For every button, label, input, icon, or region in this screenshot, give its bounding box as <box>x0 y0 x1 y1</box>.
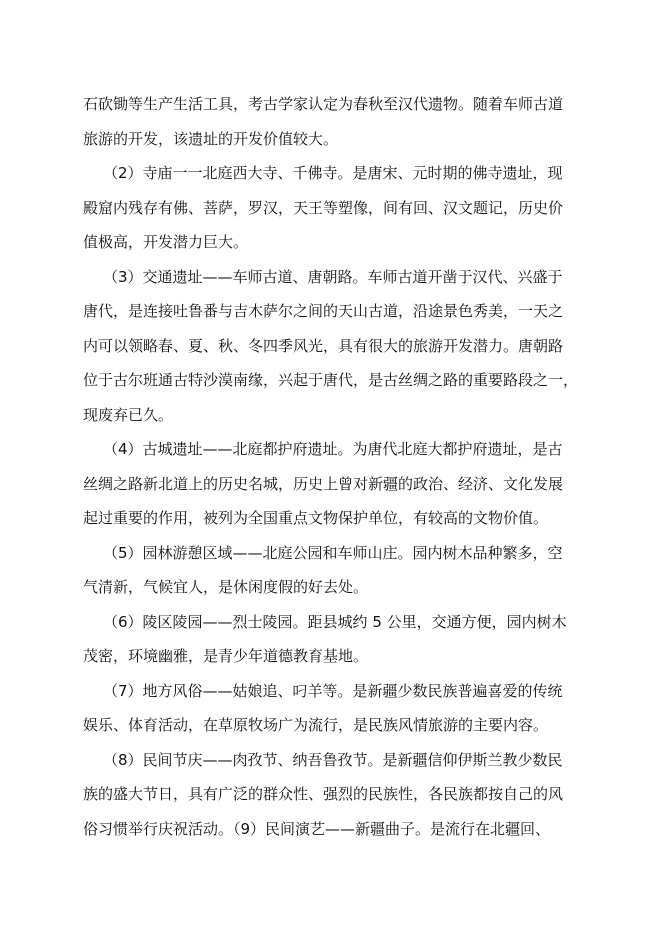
text-line: 唐代，是连接吐鲁番与吉木萨尔之间的天山古道，沿途景色秀美，一天之 <box>83 302 564 320</box>
text-line: （8）民间节庆——肉孜节、纳吾鲁孜节。是新疆信仰伊斯兰教少数民 <box>103 750 563 769</box>
text-line: 内可以领略春、夏、秋、冬四季风光，具有很大的旅游开发潜力。唐朝路 <box>83 336 564 355</box>
text-line: 石砍锄等生产生活工具，考古学家认定为春秋至汉代遗物。随着车师古道 <box>83 95 564 113</box>
text-line: 娱乐、体育活动，在草原牧场广为流行，是民族风情旅游的主要内容。 <box>83 716 549 734</box>
text-line: 殿窟内残存有佛、菩萨，罗汉，天王等塑像，间有回、汉文题记，历史价 <box>83 198 564 217</box>
text-line: 位于古尔班通古特沙漠南缘，兴起于唐代，是古丝绸之路的重要路段之一， <box>83 371 579 389</box>
text-line: 丝绸之路新北道上的历史名城，历史上曾对新疆的政治、经济、文化发展 <box>83 474 564 493</box>
text-line: （4）古城遗址——北庭都护府遗址。为唐代北庭大都护府遗址，是古 <box>103 440 563 458</box>
document-body <box>83 87 583 846</box>
text-line: （3）交通遗址——车师古道、唐朝路。车师古道开凿于汉代、兴盛于 <box>103 267 563 286</box>
text-line: 族的盛大节日，具有广泛的群众性、强烈的民族性，各民族都按自己的风 <box>83 785 564 803</box>
text-line: 值极高，开发潜力巨大。 <box>83 233 249 251</box>
text-line: （6）陵区陵园——烈士陵园。距县城约 5 公里，交通方便，园内树木 <box>103 612 567 631</box>
text-line: 茂密，环境幽雅，是青少年道德教育基地。 <box>83 647 369 665</box>
text-line: 现废弃已久。 <box>83 405 174 424</box>
text-line: 气清新，气候宜人，是休闲度假的好去处。 <box>83 578 369 596</box>
text-line: （7）地方风俗——姑娘追、叼羊等。是新疆少数民族普遍喜爱的传统 <box>103 681 563 700</box>
text-line: （5）园林游憩区域——北庭公园和车师山庄。园内树木品种繁多，空 <box>103 543 563 562</box>
text-line: 俗习惯举行庆祝活动。（9）民间演艺——新疆曲子。是流行在北疆回、 <box>83 819 551 838</box>
document-page <box>83 87 583 846</box>
text-line: 旅游的开发，该遗址的开发价值较大。 <box>83 129 339 148</box>
text-line: （2）寺庙一一北庭西大寺、千佛寺。是唐宋、元时期的佛寺遗址，现 <box>103 164 563 182</box>
text-line: 起过重要的作用，被列为全国重点文物保护单位，有较高的文物价值。 <box>83 509 549 527</box>
